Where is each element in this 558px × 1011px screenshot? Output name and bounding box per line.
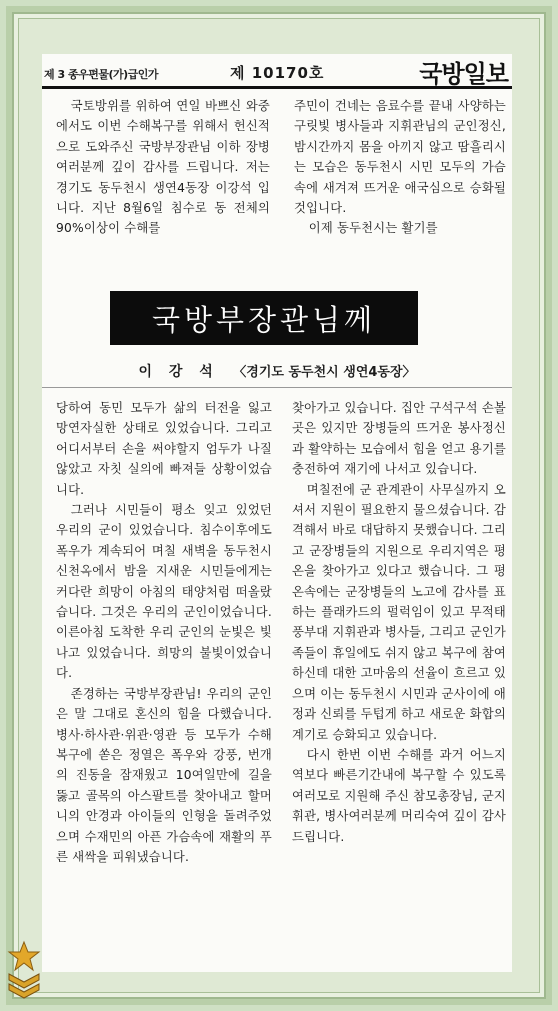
author-affiliation: 〈경기도 동두천시 생연4동장〉 bbox=[233, 365, 416, 380]
paragraph: 당하여 동민 모두가 삶의 터전을 잃고 망연자실한 상태로 있었습니다. 그리고 어디서부터 손을 써야할지 엄두가 나질 않았고 자칫 실의에 빠져들 상황이었습니다. bbox=[56, 401, 272, 497]
intro-column-right bbox=[294, 96, 506, 239]
newspaper-clipping bbox=[42, 54, 512, 972]
postal-registration: 제 3 종우편물(가)급인가 bbox=[44, 68, 159, 81]
author-name: 이 강 석 bbox=[138, 364, 219, 380]
paragraph: 주민이 건네는 음료수를 끝내 사양하는 구릿빛 병사들과 지휘관님의 군인정신, 밤시간까지 몸을 아끼지 않고 땀흘리시는 모습은 동두천시 시민 모두의 가슴속에 새겨져 뜨거운 애국심으로 승화될 것입니다. bbox=[294, 99, 506, 216]
issue-number: 제 10170호 bbox=[230, 64, 325, 82]
paragraph: 그러나 시민들이 평소 잊고 있었던 우리의 군이 있었습니다. 침수이후에도 폭우가 계속되어 며칠 새벽을 동두천시 신천옥에서 밤을 지새운 시민들에게는 커다란 희망이 아침의 태양처럼 떠올랐습니다. 그것은 우리의 군인이었습니다. 이른아침 도착한 우리 군인의 눈빛은 빛나고 있었습니다. 희망의 불빛이었습니다. bbox=[56, 503, 272, 681]
paragraph: 이제 동두천시는 활기를 bbox=[308, 221, 438, 236]
byline-rule bbox=[42, 387, 512, 388]
article-title bbox=[110, 291, 418, 345]
body-column-right bbox=[292, 398, 506, 847]
article-title-text: 국방부장관님께 bbox=[151, 302, 377, 337]
masthead: 국방일보 bbox=[419, 59, 508, 88]
paragraph: 존경하는 국방부장관님! 우리의 군인은 말 그대로 혼신의 힘을 다했습니다. 병사·하사관·위관·영관 등 모두가 수해복구에 쏟은 정열은 폭우와 강풍, 번개의 진동을 잠재웠고 10여일만에 길을 뚫고 골목의 아스팔트를 찾아내고 할머니의 안경과 아이들의 인형을 돌려주었으며 수재민의 아픈 가슴속에 재활의 푸른 새싹을 피워냈습니다. bbox=[56, 686, 272, 864]
paragraph: 며칠전에 군 관계관이 사무실까지 오셔서 지원이 필요한지 물으셨습니다. 감격해서 바로 대답하지 못했습니다. 그리고 군장병들의 지원으로 우리지역은 평온을 찾아가고 있다고 했습니다. 그 평온속에는 군장병들의 노고에 감사를 표하는 플래카드의 펄럭임이 있고 무적태풍부대 지휘관과 병사들, 그리고 군인가족들이 휴일에도 쉬지 않고 복구에 참여하신데 대한 고마움의 선율이 흐르고 있으며 이는 동두천시 시민과 군사이에 애정과 신뢰를 두텁게 하고 새로운 화합의 계기로 승화되고 있습니다. bbox=[292, 482, 506, 742]
paragraph: 찾아가고 있습니다. 집안 구석구석 손볼 곳은 있지만 장병들의 뜨거운 봉사정신과 활약하는 모습에서 힘을 얻고 용기를 충전하여 재기에 나서고 있습니다. bbox=[292, 401, 506, 477]
paragraph: 국토방위를 위하여 연일 바쁘신 와중에서도 이번 수해복구를 위해서 헌신적으로 도와주신 국방부장관님 이하 장병여러분께 깊이 감사를 드립니다. 저는 경기도 동두천시 생연4동장 이강석 입니다. 지난 8월6일 침수로 동 전체의 90%이상이 수해를 bbox=[56, 99, 270, 236]
body-column-left bbox=[56, 398, 272, 867]
paragraph: 다시 한번 이번 수해를 과거 어느지역보다 빠른기간내에 복구할 수 있도록 여러모로 지원해 주신 참모총장님, 군지휘관, 병사여러분께 머리숙여 깊이 감사드립니다. bbox=[292, 747, 506, 844]
newspaper-header bbox=[42, 54, 512, 89]
byline bbox=[42, 361, 512, 381]
intro-column-left bbox=[56, 96, 270, 239]
rank-insignia-icon bbox=[6, 940, 42, 1002]
